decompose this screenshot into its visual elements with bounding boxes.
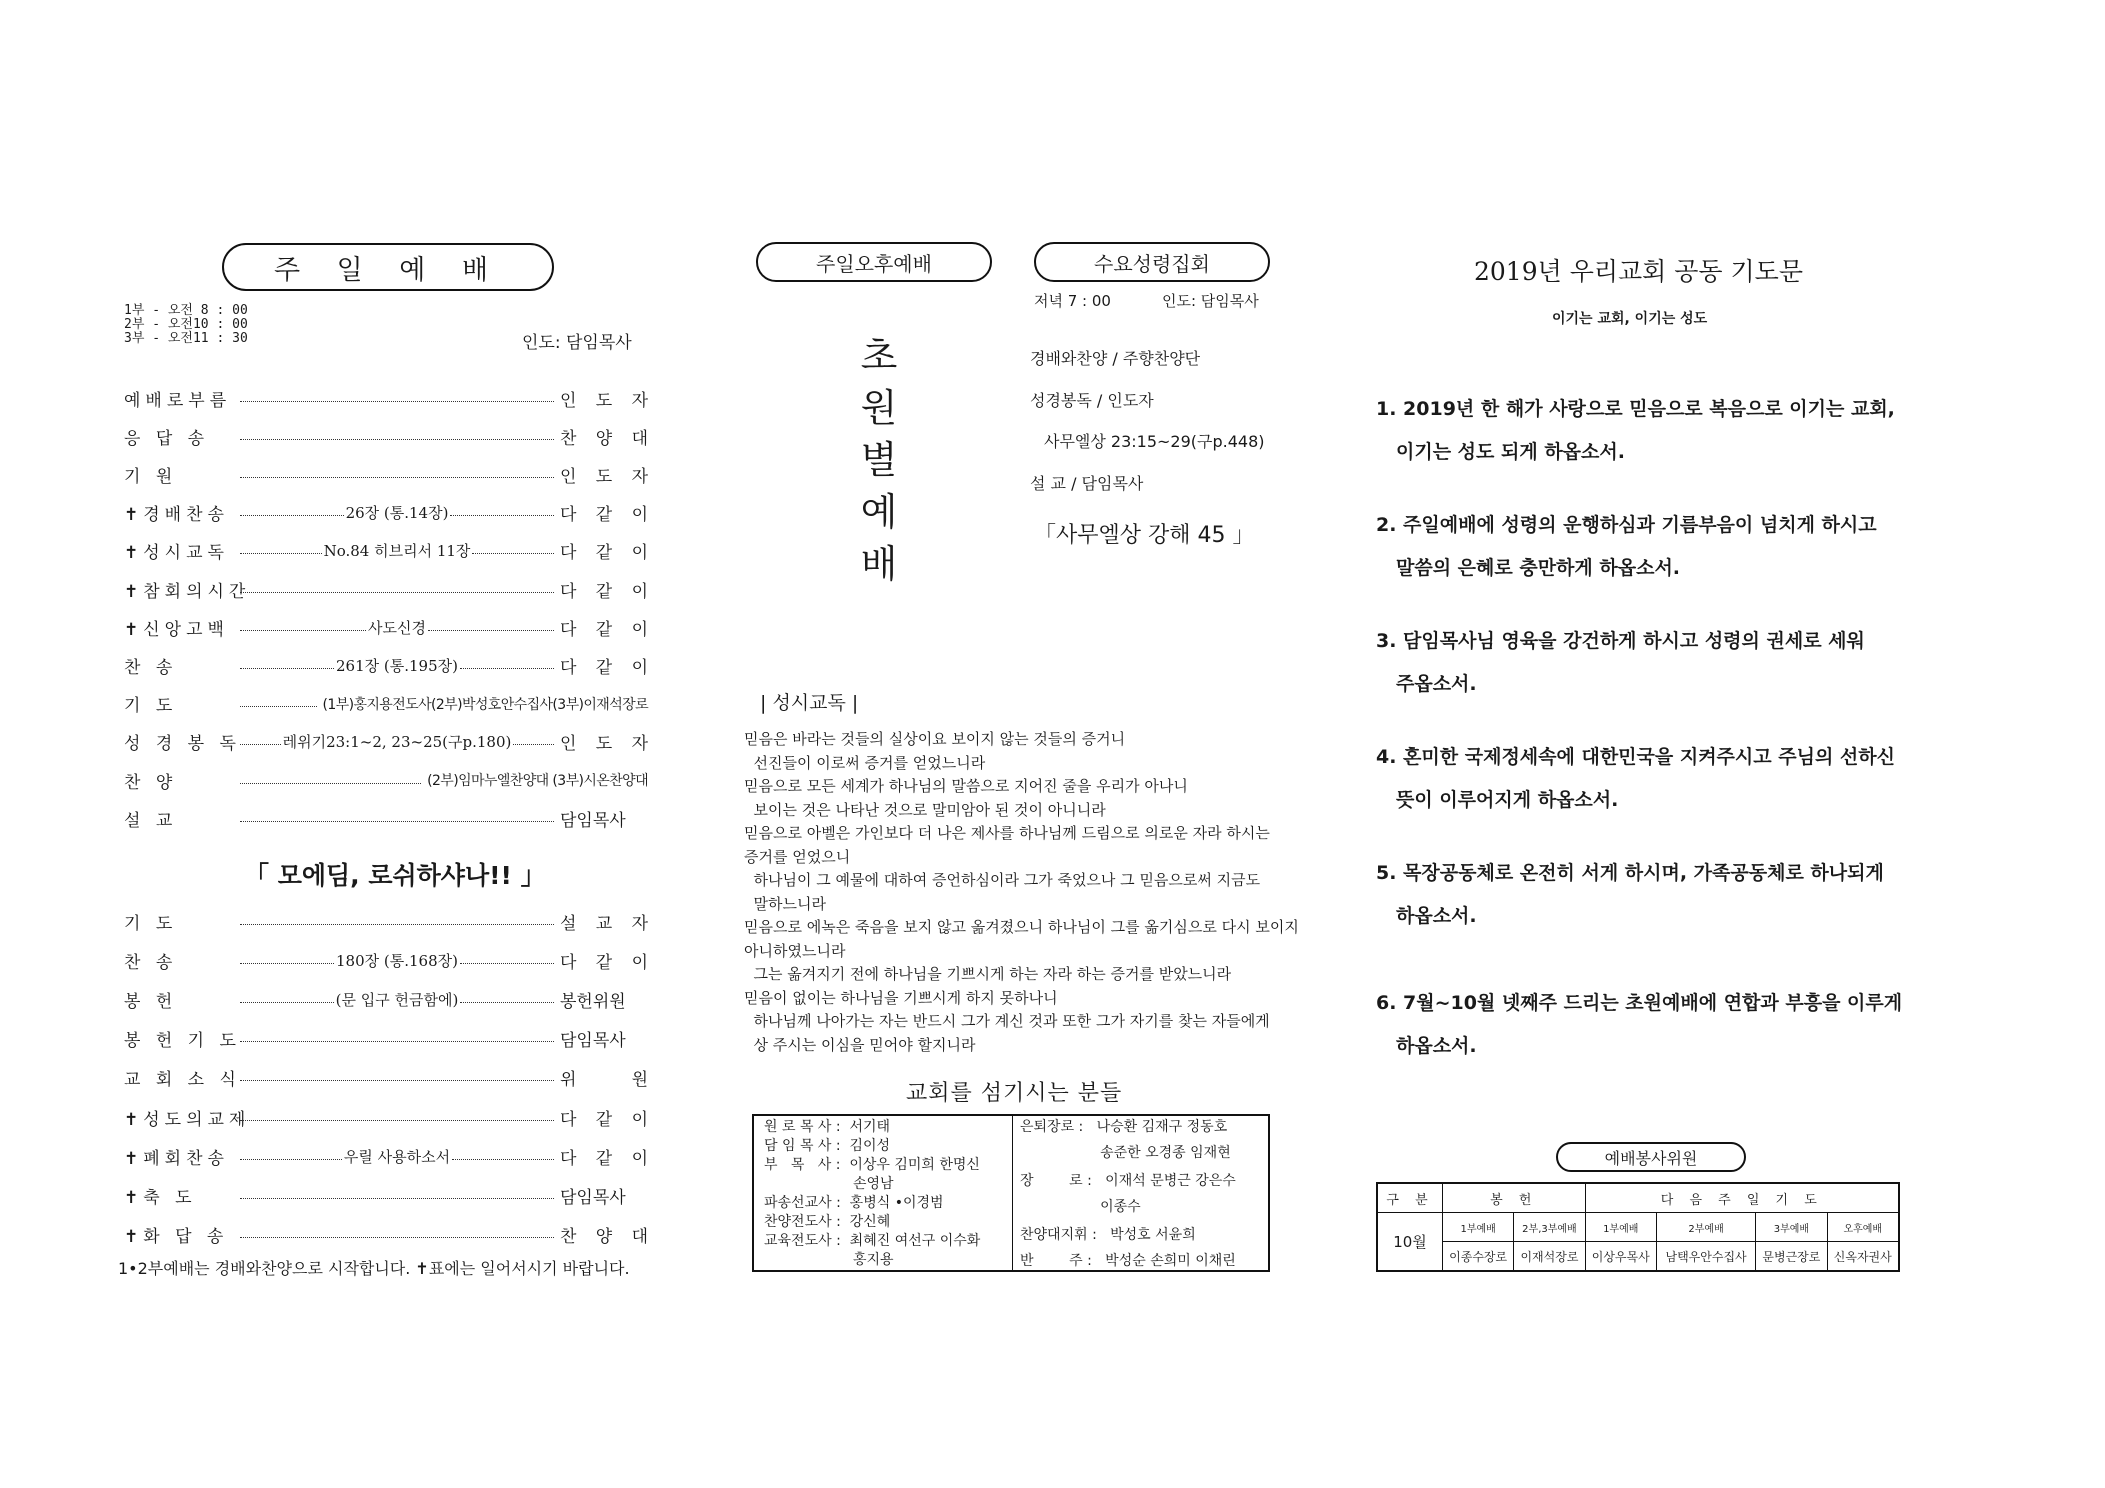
dotted-leader — [450, 515, 554, 516]
order-label: 기 원 — [124, 466, 178, 487]
dotted-leader — [240, 1198, 554, 1199]
leader-note: 인도: 담임목사 — [522, 333, 632, 353]
prayer-item — [1376, 736, 1912, 822]
service-time-2: 2부 - 오전10 : 00 — [124, 317, 248, 332]
order-detail: 261장 (통.195장) — [336, 656, 458, 675]
order-label: 찬 양 — [124, 772, 178, 793]
order-row — [124, 1065, 648, 1091]
order-leader-line — [240, 1231, 554, 1238]
dotted-leader — [472, 553, 554, 554]
order-leader-line — [240, 471, 554, 478]
order-leader: 담임목사 — [560, 1031, 626, 1052]
order-leader: 다 같 이 — [560, 543, 648, 564]
order-leader-line — [240, 989, 554, 1010]
table-subheader: 2부예배 — [1656, 1213, 1755, 1242]
order-label: ✝성도의교제 — [124, 1109, 251, 1130]
order-leader: 위 원 — [560, 1070, 648, 1091]
table-subheader: 3부예배 — [1756, 1213, 1827, 1242]
order-leader-line — [240, 540, 554, 561]
wednesday-order-line: 경배와찬양 / 주향찬양단 — [1030, 349, 1201, 368]
table-subheader: 1부예배 — [1443, 1213, 1514, 1242]
wednesday-meeting-title — [1034, 242, 1270, 282]
order-row — [124, 1182, 648, 1208]
order-label: ✝신앙고백 — [124, 619, 229, 640]
table-subheader: 2부,3부예배 — [1514, 1213, 1585, 1242]
servant-line: 홍지용 — [764, 1252, 894, 1268]
order-label: ✝성시교독 — [124, 543, 229, 564]
order-leader-line — [240, 586, 554, 593]
order-leader: 설 교 자 — [560, 913, 648, 934]
dotted-leader — [240, 401, 554, 402]
order-label: 찬 송 — [124, 657, 178, 678]
order-detail: 180장 (통.168장) — [336, 951, 458, 970]
servant-line: 이종수 — [1020, 1199, 1141, 1215]
footnote: 1•2부예배는 경배와찬양으로 시작합니다. ✝표에는 일어서시기 바랍니다. — [118, 1259, 630, 1278]
order-leader: 인 도 자 — [560, 734, 648, 755]
dotted-leader — [460, 668, 554, 669]
service-time-3: 3부 - 오전11 : 30 — [124, 331, 248, 346]
order-leader: 봉헌위원 — [560, 991, 626, 1012]
dotted-leader — [240, 553, 322, 554]
order-detail: 26장 (통.14장) — [345, 504, 449, 523]
servant-line: 파송선교사 : 홍병식 •이경범 — [764, 1195, 944, 1211]
order-label: ✝경배찬송 — [124, 505, 229, 526]
servant-line: 찬양대지휘 : 박성호 서윤희 — [1020, 1227, 1196, 1243]
order-label: 봉 헌 — [124, 991, 178, 1012]
scripture-line: 선진들이 이로써 증거를 얻었느니라 — [744, 753, 986, 772]
order-leader: 다 같 이 — [560, 657, 648, 678]
prayer-line: 3. 담임목사님 영육을 강건하게 하시고 성령의 권세로 세워 — [1376, 630, 1865, 652]
table-cell-name: 문병근장로 — [1756, 1242, 1827, 1272]
order-leader-line — [240, 395, 554, 402]
prayer-line: 주옵소서. — [1396, 673, 1477, 695]
order-row — [124, 652, 648, 678]
prayer-title: 2019년 우리교회 공동 기도문 — [1474, 257, 1803, 286]
prayer-line: 말씀의 은혜로 충만하게 하옵소서. — [1396, 557, 1681, 579]
prayer-line: 2. 주일예배에 성령의 운행하심과 기름부음이 넘치게 하시고 — [1376, 514, 1877, 536]
service-time-1: 1부 - 오전 8 : 00 — [124, 303, 248, 318]
scripture-line: 믿음으로 모든 세계가 하나님의 말씀으로 지어진 줄을 우리가 아나니 — [744, 777, 1188, 795]
wednesday-time: 저녁 7 : 00 — [1034, 292, 1111, 310]
order-leader: 다 같 이 — [560, 581, 648, 602]
sermon-title: 「 모에딤, 로쉬하샤나!! 」 — [244, 861, 546, 890]
order-leader: 다 같 이 — [560, 1148, 648, 1169]
servant-line: 원 로 목 사 : 서기태 — [764, 1119, 891, 1135]
dotted-leader — [240, 924, 554, 925]
dotted-leader — [240, 1159, 342, 1160]
order-leader: 찬 양 대 — [560, 428, 648, 449]
scripture-line: 믿음이 없이는 하나님을 기쁘시게 하지 못하나니 — [744, 988, 1058, 1007]
table-subheader: 오후예배 — [1827, 1213, 1899, 1242]
order-row — [124, 1026, 648, 1052]
order-detail: 사도신경 — [368, 618, 426, 637]
vertical-char: 원 — [860, 386, 898, 430]
dotted-leader — [240, 630, 366, 631]
dotted-leader — [240, 439, 554, 440]
order-row — [124, 538, 648, 564]
dotted-leader — [452, 1159, 554, 1160]
servant-line: 교육전도사 : 최혜진 여선구 이수화 — [764, 1233, 981, 1249]
order-leader: 인 도 자 — [560, 466, 648, 487]
servant-line: 찬양전도사 : 강신혜 — [764, 1214, 891, 1230]
order-leader-line — [240, 1035, 554, 1042]
vertical-char: 배 — [860, 542, 898, 586]
dotted-leader — [240, 668, 334, 669]
order-label: 응 답 송 — [124, 428, 210, 449]
scripture-line: 믿음으로 아벨은 가인보다 더 나은 제사를 하나님께 드림으로 의로운 자라 하시는 — [744, 824, 1270, 842]
order-leader: 담임목사 — [560, 810, 626, 831]
order-row — [124, 500, 648, 526]
responsive-reading-text — [744, 728, 1299, 1057]
dotted-leader — [240, 963, 334, 964]
order-leader: 다 같 이 — [560, 505, 648, 526]
order-leader-line — [240, 1146, 554, 1167]
prayer-line: 뜻이 이루어지게 하옵소서. — [1396, 789, 1619, 811]
servant-line: 담 임 목 사 : 김이성 — [764, 1138, 891, 1154]
order-label: ✝화 답 송 — [124, 1227, 229, 1248]
order-label: 찬 송 — [124, 952, 178, 973]
servants-divider — [1012, 1116, 1013, 1270]
order-leader: 다 같 이 — [560, 1109, 648, 1130]
dotted-leader — [240, 821, 554, 822]
order-label: ✝폐회찬송 — [124, 1148, 229, 1169]
prayer-line: 4. 혼미한 국제정세속에 대한민국을 지켜주시고 주님의 선하신 — [1376, 746, 1895, 768]
dotted-leader — [513, 744, 554, 745]
order-detail: (문 입구 헌금함에) — [335, 990, 459, 1009]
prayer-item — [1376, 620, 1912, 706]
servant-line: 장 로 : 이재석 문병근 강은수 — [1020, 1173, 1236, 1189]
prayer-item — [1376, 504, 1912, 590]
dotted-leader — [240, 706, 317, 707]
order-row — [124, 461, 648, 487]
scripture-line: 말하느니라 — [744, 894, 826, 913]
order-row — [124, 1143, 648, 1169]
dotted-leader — [428, 630, 554, 631]
wednesday-order-line: 사무엘상 23:15~29(구p.448) — [1044, 432, 1265, 451]
scripture-line: 믿음으로 에녹은 죽음을 보지 않고 옮겨졌으니 하나님이 그를 옮기심으로 다시 보이지 — [744, 918, 1299, 936]
prayer-line: 이기는 성도 되게 하옵소서. — [1396, 441, 1625, 463]
table-cell-name: 신옥자권사 — [1827, 1242, 1899, 1272]
vertical-title — [854, 330, 904, 590]
wednesday-order-line: 성경봉독 / 인도자 — [1030, 391, 1154, 410]
scripture-line: 그는 옮겨지기 전에 하나님을 기쁘시게 하는 자라 하는 증거를 받았느니라 — [744, 965, 1232, 983]
order-row — [124, 986, 648, 1012]
scripture-line: 하나님께 나아가는 자는 반드시 그가 계신 것과 또한 그가 자기를 찾는 자들에게 — [744, 1012, 1270, 1030]
order-label: 교 회 소 식 — [124, 1070, 241, 1091]
duty-table — [1376, 1182, 1900, 1272]
dotted-leader — [240, 592, 554, 593]
order-leader-line — [240, 1192, 554, 1199]
order-leader-line — [240, 502, 554, 523]
order-leader-line — [240, 815, 554, 822]
prayer-item — [1376, 388, 1912, 474]
wednesday-order-line: 설 교 / 담임목사 — [1030, 474, 1144, 493]
order-leader-line — [240, 950, 554, 971]
order-leader-line — [240, 777, 421, 784]
dotted-leader — [240, 1041, 554, 1042]
order-leader-line — [240, 433, 554, 440]
dotted-leader — [240, 477, 554, 478]
order-detail: 레위기23:1~2, 23~25(구p.180) — [282, 733, 512, 752]
dotted-leader — [240, 783, 421, 784]
order-label: 기 도 — [124, 696, 178, 717]
order-leader-line — [240, 731, 554, 752]
vertical-char: 초 — [860, 334, 898, 378]
sunday-worship-title — [222, 243, 554, 291]
order-row — [124, 947, 648, 973]
order-leader: 담임목사 — [560, 1187, 626, 1208]
servant-line: 송준한 오경종 임재현 — [1020, 1145, 1231, 1161]
service-times — [124, 304, 248, 346]
order-leader: (2부)임마누엘찬양대 (3부)시온찬양대 — [427, 773, 648, 789]
order-label: ✝참회의시간 — [124, 581, 251, 602]
table-cell-name: 남택우안수집사 — [1656, 1242, 1755, 1272]
order-leader: (1부)홍지용전도사(2부)박성호안수집사(3부)이재석장로 — [322, 696, 648, 713]
prayer-line: 5. 목장공동체로 온전히 서게 하시며, 가족공동체로 하나되게 — [1376, 862, 1884, 884]
order-label: 기 도 — [124, 913, 178, 934]
order-label: 설 교 — [124, 810, 178, 831]
table-header-gubun: 구 분 — [1377, 1183, 1443, 1213]
order-row — [124, 614, 648, 640]
order-leader-line — [240, 655, 554, 676]
table-cell-name: 이상우목사 — [1585, 1242, 1656, 1272]
order-label: 봉 헌 기 도 — [124, 1031, 241, 1052]
dotted-leader — [240, 1237, 554, 1238]
table-month: 10월 — [1377, 1213, 1443, 1272]
order-leader-line — [240, 617, 554, 638]
order-row — [124, 576, 648, 602]
table-header-prayer: 다 음 주 일 기 도 — [1585, 1183, 1899, 1213]
wednesday-leader: 인도: 담임목사 — [1162, 292, 1259, 310]
order-leader: 찬 양 대 — [560, 1227, 648, 1248]
prayer-item — [1376, 852, 1912, 938]
table-cell-name: 이재석장로 — [1514, 1242, 1585, 1272]
order-row — [124, 767, 648, 793]
wednesday-sermon-title: 「사무엘상 강해 45 」 — [1034, 523, 1255, 548]
vertical-char: 별 — [860, 438, 898, 482]
vertical-char: 예 — [860, 490, 898, 534]
prayer-item — [1376, 982, 1912, 1068]
order-label: ✝축 도 — [124, 1187, 197, 1208]
committee-title-text: 예배봉사위원 — [1604, 1148, 1698, 1168]
dotted-leader — [460, 1002, 554, 1003]
prayer-line: 6. 7월~10월 넷째주 드리는 초원예배에 연합과 부흥을 이루게 — [1376, 992, 1903, 1014]
scripture-line: 하나님이 그 예물에 대하여 증언하심이라 그가 죽었으나 그 믿음으로써 지금도 — [744, 871, 1261, 889]
dotted-leader — [240, 1002, 334, 1003]
table-cell-name: 이종수장로 — [1443, 1242, 1514, 1272]
servant-line: 부 목 사 : 이상우 김미희 한명신 — [764, 1157, 980, 1173]
scripture-line: 상 주시는 이심을 믿어야 할지니라 — [744, 1035, 976, 1054]
committee-title — [1556, 1142, 1746, 1172]
dotted-leader — [240, 744, 281, 745]
table-header-offering: 봉 헌 — [1443, 1183, 1586, 1213]
servant-line: 은퇴장로 : 나승환 김재구 정동호 — [1020, 1119, 1228, 1135]
sunday-worship-title-text: 주 일 예 배 — [273, 254, 503, 286]
prayer-subtitle: 이기는 교회, 이기는 성도 — [1552, 311, 1708, 327]
responsive-reading-title: | 성시교독 | — [760, 692, 859, 714]
scripture-line: 증거를 얻었으니 — [744, 847, 851, 866]
scripture-line: 믿음은 바라는 것들의 실상이요 보이지 않는 것들의 증거니 — [744, 730, 1126, 748]
order-row — [124, 423, 648, 449]
afternoon-worship-title-text: 주일오후예배 — [816, 251, 932, 276]
order-leader-line — [240, 1074, 554, 1081]
table-subheader: 1부예배 — [1585, 1213, 1656, 1242]
prayer-line: 1. 2019년 한 해가 사랑으로 믿음으로 복음으로 이기는 교회, — [1376, 398, 1895, 420]
order-row — [124, 805, 648, 831]
dotted-leader — [460, 963, 554, 964]
dotted-leader — [240, 1120, 554, 1121]
scripture-line: 보이는 것은 나타난 것으로 말미암아 된 것이 아니니라 — [744, 800, 1106, 819]
order-detail: 우릴 사용하소서 — [343, 1147, 451, 1166]
dotted-leader — [240, 515, 344, 516]
servants-title: 교회를 섬기시는 분들 — [906, 1081, 1123, 1106]
order-row — [124, 908, 648, 934]
order-label: 성 경 봉 독 — [124, 734, 241, 755]
order-leader: 다 같 이 — [560, 619, 648, 640]
order-leader-line — [240, 1114, 554, 1121]
order-row — [124, 1104, 648, 1130]
order-leader-line — [240, 918, 554, 925]
servant-line: 손영남 — [764, 1176, 894, 1192]
order-leader: 다 같 이 — [560, 952, 648, 973]
order-leader: 인 도 자 — [560, 390, 648, 411]
order-row — [124, 729, 648, 755]
afternoon-worship-title — [756, 242, 992, 282]
order-row — [124, 1222, 648, 1248]
order-leader-line — [240, 700, 317, 707]
order-detail: No.84 히브리서 11장 — [323, 542, 471, 561]
prayer-line: 하옵소서. — [1396, 1035, 1477, 1057]
dotted-leader — [240, 1080, 554, 1081]
wednesday-meeting-title-text: 수요성령집회 — [1094, 251, 1210, 276]
order-row — [124, 385, 648, 411]
servants-box — [752, 1114, 1270, 1272]
order-row — [124, 691, 648, 717]
servant-line: 반 주 : 박성순 손희미 이채린 — [1020, 1253, 1236, 1269]
scripture-line: 아니하였느니라 — [744, 941, 846, 960]
order-label: 예배로부름 — [124, 390, 232, 411]
prayer-line: 하옵소서. — [1396, 905, 1477, 927]
